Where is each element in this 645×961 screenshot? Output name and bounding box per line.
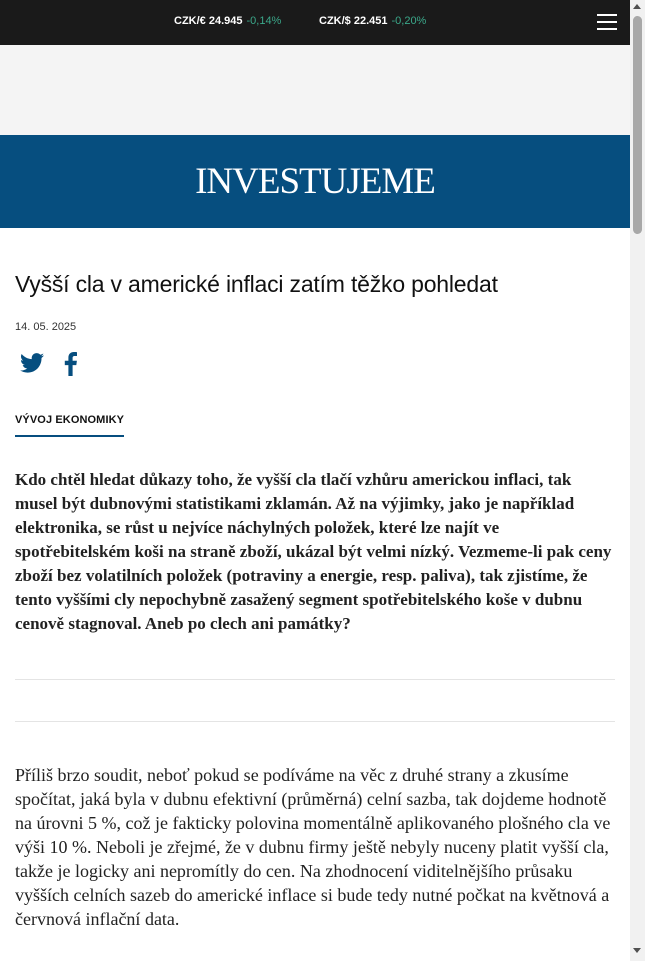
vertical-scrollbar[interactable] (630, 0, 645, 961)
ad-placeholder (0, 45, 630, 135)
ticker-eur-change: -0,14% (246, 15, 282, 27)
scroll-up-arrow-icon[interactable] (633, 4, 641, 9)
divider (15, 679, 615, 680)
divider (15, 721, 615, 722)
ticker-usd-change: -0,20% (391, 15, 427, 27)
brand-header (0, 135, 630, 228)
article-title: Vyšší cla v americké inflaci zatím těžko pohledat (15, 271, 498, 297)
article-date: 14. 05. 2025 (15, 321, 77, 333)
twitter-icon[interactable] (20, 352, 46, 376)
scroll-down-arrow-icon[interactable] (633, 948, 641, 953)
category-tag[interactable]: VÝVOJ EKONOMIKY (15, 414, 124, 437)
ticker-eur[interactable] (174, 15, 281, 27)
scrollbar-thumb[interactable] (633, 16, 642, 234)
hamburger-icon[interactable] (597, 14, 617, 31)
ticker-usd-label: CZK/$ 22.451 (319, 15, 388, 27)
site-logo[interactable]: INVESTUJEME (195, 161, 435, 202)
article-paragraph: Příliš brzo soudit, neboť pokud se podíváme na věc z druhé strany a zkusíme spočítat, jaká byla v dubnu efektivní (průměrná) celní sazba, tak dojdeme hodnotě na úrovni 5 %, což je fakticky polovina momentálně aplikovaného plošného cla ve výši 10 %. Neboli je zřejmé, že v dubnu firmy ještě nebyly nuceny platit vyšší cla, takže je logicky ani nepromítly do cen. Na zhodnocení viditelnějšího průsaku vyšších celních sazeb do americké inflace si bude tedy nutné počkat na květnová a červnová inflační data. (15, 765, 611, 929)
ticker-usd[interactable] (319, 15, 426, 27)
currency-ticker-bar (0, 0, 630, 45)
article-perex: Kdo chtěl hledat důkazy toho, že vyšší cla tlačí vzhůru americkou inflaci, tak musel být dubnovými statistikami zklamán. Až na výjimky, jako je například elektronika, se růst u nejvíce náchylných položek, které lze najít ve spotřebitelském koši na straně zboží, ukázal být velmi nízký. Vezmeme-li pak ceny zboží bez volatilních položek (potraviny a energie, resp. paliva), tak zjistíme, že tento vyššími cly nepochybně zasažený segment spotřebitelského koše v dubnu cenově stagnoval. Aneb po clech ani památky? (15, 470, 612, 633)
ticker-eur-label: CZK/€ 24.945 (174, 15, 243, 27)
facebook-icon[interactable] (58, 352, 84, 376)
